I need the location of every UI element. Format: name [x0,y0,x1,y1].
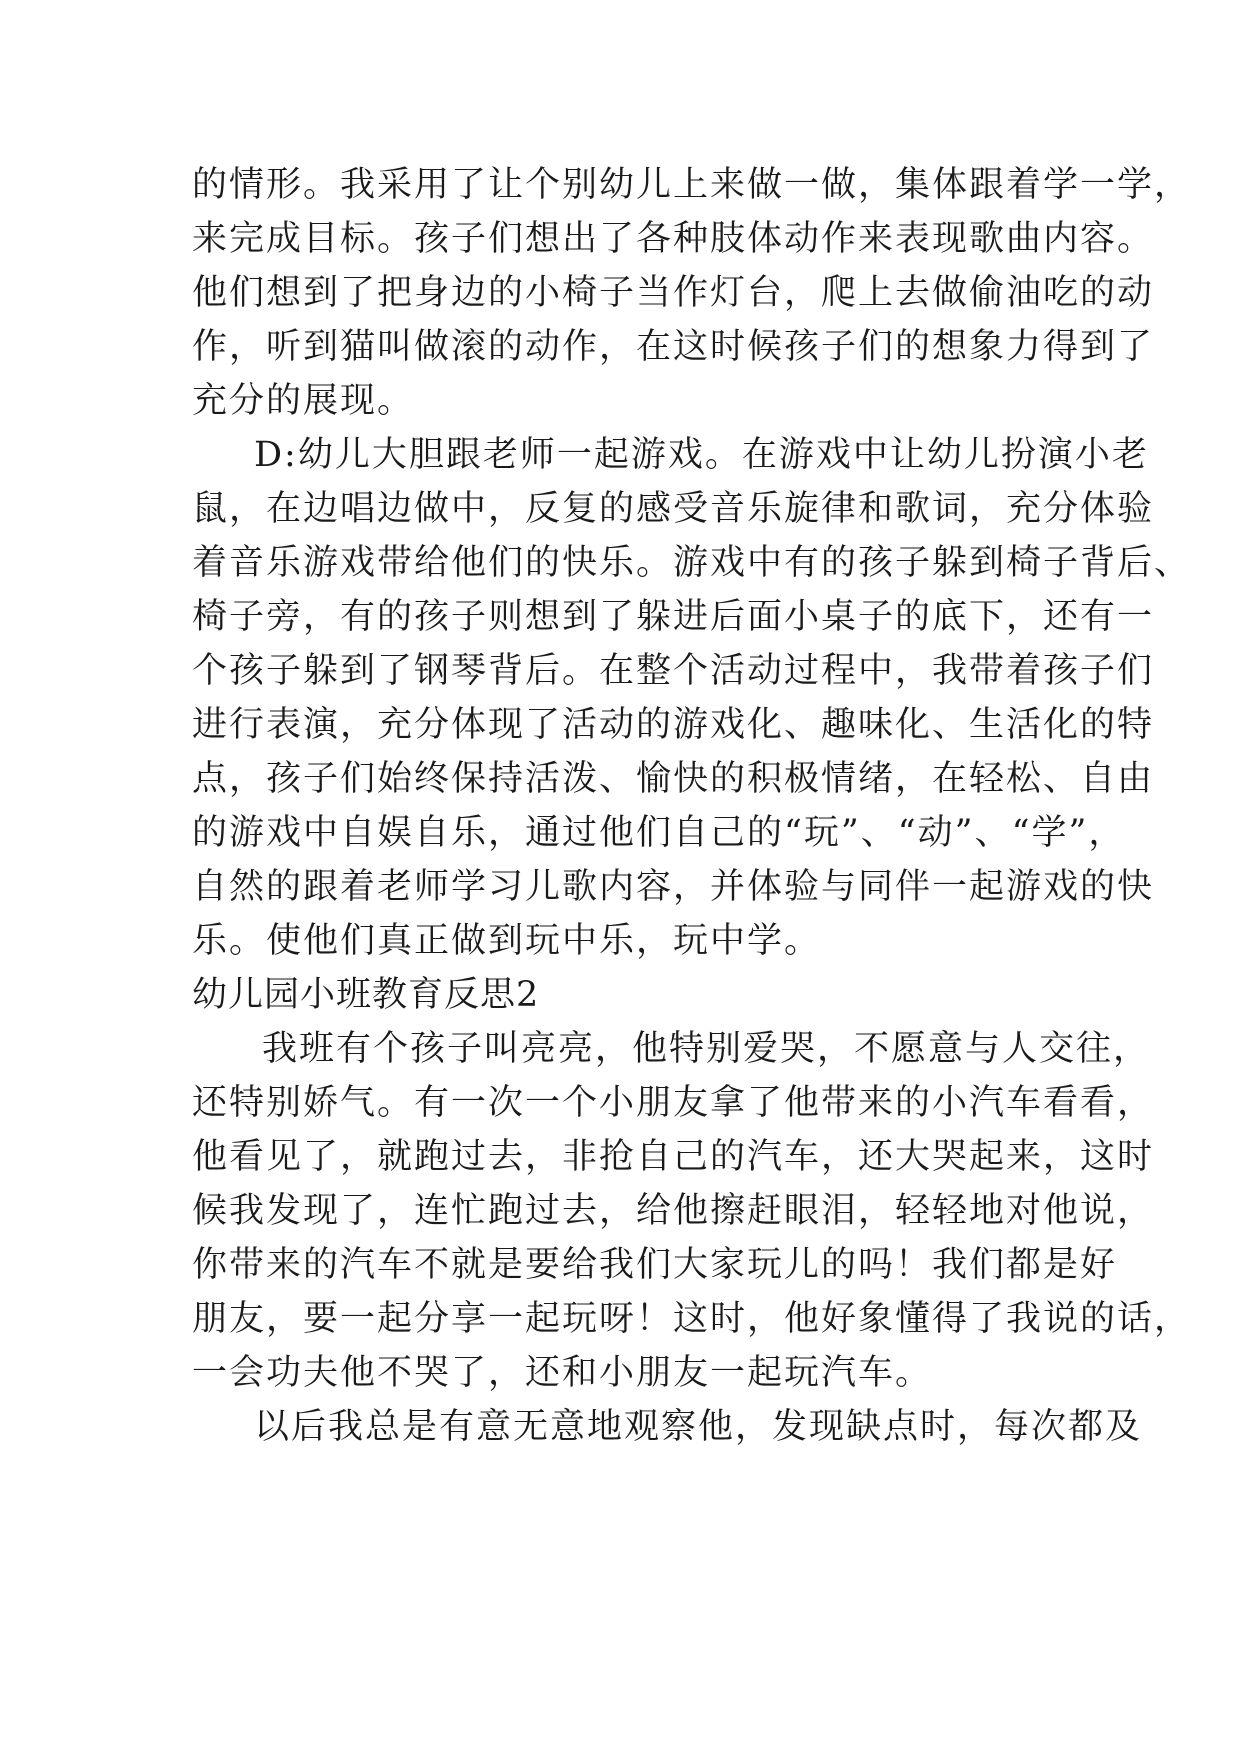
text-line: 的情形。我采用了让个别幼儿上来做一做，集体跟着学一学， [192,165,1192,205]
paragraph-3 [192,1022,1192,1400]
text-line: 个孩子躲到了钢琴背后。在整个活动过程中，我带着孩子们 [192,651,1155,691]
text-line: 鼠，在边唱边做中，反复的感受音乐旋律和歌词，充分体验 [192,489,1155,529]
paragraph-2 [192,428,1192,968]
paragraph-1 [192,158,1192,428]
text-line: 来完成目标。孩子们想出了各种肢体动作来表现歌曲内容。 [192,219,1155,259]
text-line: 乐。使他们真正做到玩中乐，玩中学。 [192,921,822,961]
paragraph-4 [192,1400,1143,1454]
text-line: 我班有个孩子叫亮亮，他特别爱哭，不愿意与人交往， [262,1029,1151,1069]
text-line: 点，孩子们始终保持活泼、愉快的积极情绪，在轻松、自由 [192,759,1155,799]
text-line: 充分的展现。 [192,381,415,421]
text-line: 你带来的汽车不就是要给我们大家玩儿的吗！我们都是好 [192,1245,1118,1285]
text-line: 进行表演，充分体现了活动的游戏化、趣味化、生活化的特 [192,705,1155,745]
text-line: 以后我总是有意无意地观察他，发现缺点时，每次都及 [254,1407,1143,1447]
text-line: 朋友，要一起分享一起玩呀！这时，他好象懂得了我说的话， [192,1299,1192,1339]
text-line: 的游戏中自娱自乐，通过他们自己的“玩”、“动”、“学”， [192,813,1126,853]
document-body [192,158,1192,1454]
text-line: 着音乐游戏带给他们的快乐。游戏中有的孩子躲到椅子背后、 [192,543,1192,583]
text-line: 自然的跟着老师学习儿歌内容，并体验与同伴一起游戏的快 [192,867,1155,907]
text-line: 他们想到了把身边的小椅子当作灯台，爬上去做偷油吃的动 [192,273,1155,313]
text-line: 候我发现了，连忙跑过去，给他擦赶眼泪，轻轻地对他说， [192,1191,1155,1231]
section-heading: 幼儿园小班教育反思2 [192,975,540,1015]
text-line: 他看见了，就跑过去，非抢自己的汽车，还大哭起来，这时 [192,1137,1155,1177]
text-line: 一会功夫他不哭了，还和小朋友一起玩汽车。 [192,1353,933,1393]
text-line: 作，听到猫叫做滚的动作，在这时候孩子们的想象力得到了 [192,327,1155,367]
text-line: 椅子旁，有的孩子则想到了躲进后面小桌子的底下，还有一 [192,597,1155,637]
text-line: D:幼儿大胆跟老师一起游戏。在游戏中让幼儿扮演小老 [254,435,1149,475]
text-line: 还特别娇气。有一次一个小朋友拿了他带来的小汽车看看， [192,1083,1155,1123]
